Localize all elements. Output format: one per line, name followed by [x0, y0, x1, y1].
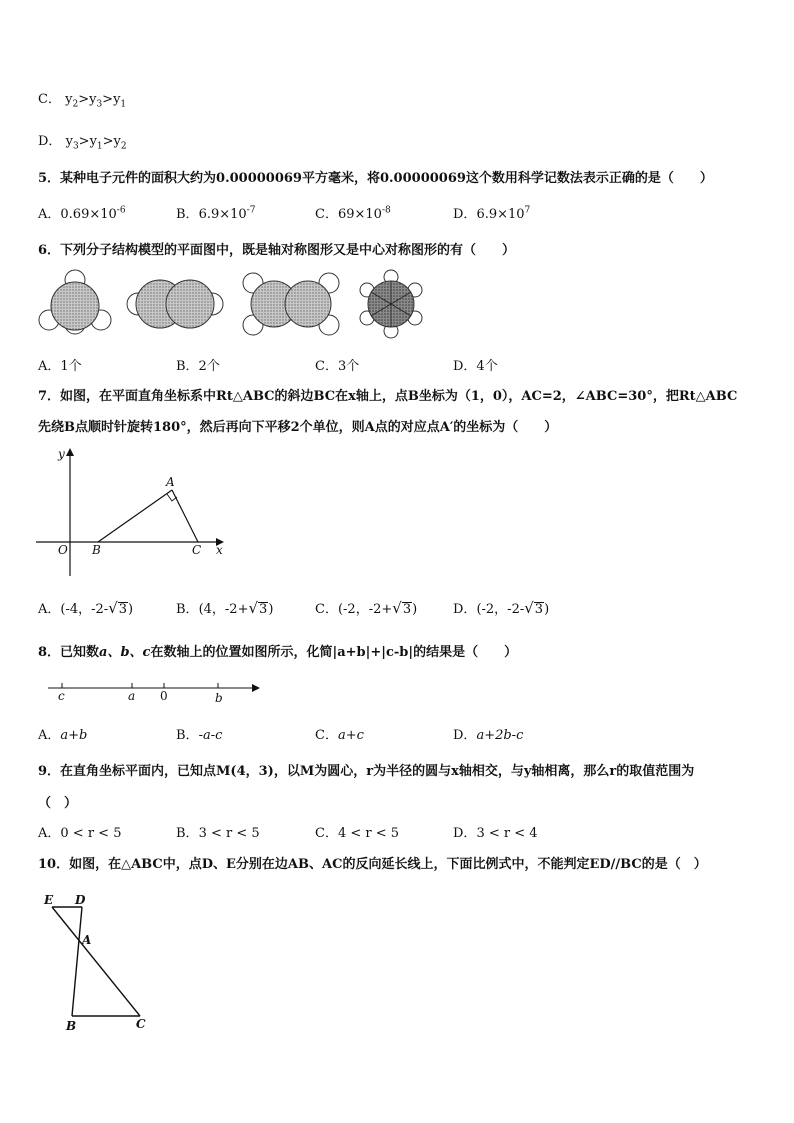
- q5-option-b: B．$6.9\times 10^{-7}$: [176, 205, 256, 222]
- q7-coordinate-figure: [36, 444, 232, 580]
- q4-option-c: C． $y_2>y_3>y_1$: [38, 92, 127, 110]
- q6-stem: 6．下列分子结构模型的平面图中，既是轴对称图形又是中心对称图形的有（ ）: [38, 243, 516, 258]
- q8-option-d: D．a+2b-c: [453, 728, 524, 743]
- q7-label-o: O: [58, 543, 68, 557]
- q6-molecule-figures: [36, 268, 428, 340]
- molecule-1: [39, 270, 111, 334]
- q10-stem: 10．如图，在△ABC中，点D、E分别在边AB、AC的反向延长线上，下面比例式中，不能判定ED//BC的是（ ）: [38, 857, 707, 872]
- q7-label-x: x: [216, 543, 223, 557]
- q10-label-d: D: [75, 893, 86, 907]
- molecule-2: [127, 280, 223, 328]
- q10-label-a: A: [82, 933, 92, 947]
- q9-option-d: D．3 < r < 4: [453, 826, 538, 841]
- q7-label-c: C: [192, 543, 202, 557]
- q7-option-b: B．(4，-2+√3): [176, 599, 274, 617]
- q10-label-b: B: [66, 1019, 77, 1033]
- q10-triangle-figure: [40, 890, 160, 1035]
- q6-option-b: B．2个: [176, 359, 220, 374]
- molecule-3: [243, 273, 339, 335]
- q10-label-e: E: [44, 893, 54, 907]
- q9-option-b: B．3 < r < 5: [176, 826, 260, 841]
- q5-option-a: A．$0.69\times 10^{-6}$: [38, 205, 126, 222]
- q4-option-d: D． $y_3>y_1>y_2$: [38, 134, 127, 152]
- q8-label-c: c: [58, 689, 65, 703]
- q7-label-b: B: [92, 543, 101, 557]
- q8-label-a: a: [128, 689, 136, 703]
- q8-option-c: C．a+c: [315, 728, 364, 743]
- q7-option-d: D．(-2，-2-√3): [453, 599, 550, 617]
- q8-option-a: A．a+b: [38, 728, 88, 743]
- q9-stem-line2: （ ）: [38, 796, 78, 811]
- q9-option-a: A．0 < r < 5: [38, 826, 122, 841]
- q8-label-b: b: [215, 691, 223, 705]
- q6-option-a: A．1个: [38, 359, 82, 374]
- q6-option-c: C．3个: [315, 359, 360, 374]
- q9-stem-line1: 9．在直角坐标平面内，已知点M(4，3)，以M为圆心，r为半径的圆与x轴相交，与y轴相离，那么r的取值范围为: [38, 764, 695, 779]
- q9-option-c: C．4 < r < 5: [315, 826, 400, 841]
- q7-label-a: A: [166, 475, 175, 489]
- q8-label-zero: 0: [160, 689, 168, 703]
- q7-option-c: C．(-2，-2+√3): [315, 599, 418, 617]
- q8-stem: 8．已知数a、b、c在数轴上的位置如图所示，化简|a+b|+|c-b|的结果是（ ）: [38, 645, 518, 660]
- q8-option-b: B．-a-c: [176, 728, 223, 743]
- q7-label-y: y: [58, 447, 65, 461]
- q5-option-c: C．$69\times 10^{-8}$: [315, 205, 391, 222]
- q10-label-c: C: [136, 1017, 146, 1031]
- molecule-4: [360, 270, 422, 338]
- q5-option-d: D．$6.9\times 10^7$: [453, 205, 531, 222]
- q6-option-d: D．4个: [453, 359, 498, 374]
- q5-stem: 5．某种电子元件的面积大约为0.00000069平方毫米，将0.00000069这个数用科学记数法表示正确的是（ ）: [38, 171, 713, 186]
- q7-stem-line2: 先绕B点顺时针旋转180°，然后再向下平移2个单位，则A点的对应点A′的坐标为（ ）: [38, 420, 558, 435]
- q7-option-a: A．(-4，-2-√3): [38, 599, 134, 617]
- q8-number-line: [44, 676, 266, 706]
- q7-stem-line1: 7．如图，在平面直角坐标系中Rt△ABC的斜边BC在x轴上，点B坐标为（1，0），AC=2，∠ABC=30°，把Rt△ABC: [38, 389, 738, 404]
